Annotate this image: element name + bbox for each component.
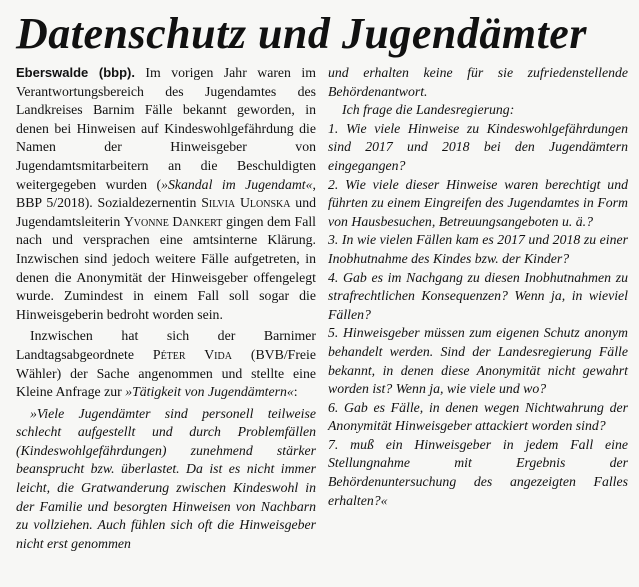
p1-text-b: , BBP 5/2018). Sozialdezernentin [16, 176, 316, 211]
person-dankert: Yvonne Dankert [123, 213, 223, 229]
question-6: 6. Gab es Fälle, in denen wegen Nichtwahrung der Anonymität Hinweisgeber attackiert worden sind? [328, 399, 628, 434]
paragraph-1 [16, 64, 316, 324]
column-right [328, 64, 628, 553]
question-3: 3. In wie vielen Fällen kam es 2017 und 2018 zu einer Inobhutnahme des Kindes bzw. der Kinder? [328, 232, 628, 266]
question-1: 1. Wie viele Hinweise zu Kindeswohlgefährdungen sind 2017 und 2018 bei den Jugendämtern eingegangen? [328, 120, 628, 173]
article-columns [16, 64, 629, 553]
questions-intro: Ich frage die Landesregierung: [342, 102, 515, 118]
headline: Datenschutz und Jugendämter [16, 9, 587, 58]
p2-text-c: : [293, 384, 298, 400]
quote-continuation: und erhalten keine für sie zufriedenstellende Behördenantwort. [328, 65, 628, 99]
p1-text-a: Im vorigen Jahr waren im Verantwortungsbereich des Jugendamtes des Landkreises Barnim Fälle bekannt geworden, in denen bei Hinweisen auf Kindeswohlgefährdung die Namen der Hinweisgeber von Jugendamtsmitarbeitern an die Beschuldigten weitergegeben wurden ( [16, 65, 316, 192]
question-4: 4. Gab es im Nachgang zu diesen Inobhutnahmen zu strafrechtlichen Konsequenzen? Wenn ja, in wieviel Fällen? [328, 269, 628, 322]
reference-skandal: »Skandal im Jugendamt« [161, 176, 313, 192]
reference-anfrage: »Tätigkeit von Jugendämtern« [125, 384, 294, 400]
column-left [16, 64, 316, 553]
person-ulonska: Silvia Ulonska [201, 195, 291, 211]
question-5: 5. Hinweisgeber müssen zum eigenen Schutz anonym behandelt werden. Sind der Landesregierung Fälle bekannt, in denen diese Anonymität nicht gewahrt worden ist? Wenn ja, wie viele und wo? [328, 325, 628, 397]
person-vida: Péter Vida [152, 346, 232, 362]
quote-intro: »Viele Jugendämter sind personell teilweise schlecht aufgestellt und durch Problemfällen (Kindeswohlgefährdungen) zunehmend stärker beansprucht bzw. überlastet. Da ist es nicht immer leicht, die Gratwanderung zwischen Kindeswohl in der Familie und besorgten Hinweisen von Nachbarn zu vollziehen. Auch fühlen sich oft die Hinweisgeber nicht erst genommen [16, 405, 316, 551]
dateline: Eberswalde (bbp). [16, 65, 135, 80]
paragraph-2 [16, 327, 316, 401]
p1-text-d: gingen dem Fall nach und versprachen eine amtsinterne Klärung. Inzwischen sind jedoch weitere Fälle aufgetreten, in denen die Anonymität der Hinweisgeber offengelegt wurde. Zumindest in einem Fall soll sogar die Hinweisgeberin bedroht worden sein. [16, 213, 316, 322]
p2-text-a: Inzwischen hat sich der Barnimer Landtagsabgeordnete [16, 328, 316, 362]
question-2: 2. Wie viele dieser Hinweise waren berechtigt und führten zu einem Eingreifen des Jugendamtes in Form von Hausbesuchen, Betreuungsangeboten u. ä.? [328, 176, 628, 229]
question-7: 7. muß ein Hinweisgeber in jedem Fall eine Stellungnahme mit Ergebnis der Behördenuntersuchung des angezeigten Falles erhalten?« [328, 436, 628, 508]
p2-text-b: (BVB/Freie Wähler) der Sache angenommen und stellte eine Kleine Anfrage zur [16, 346, 316, 400]
p1-text-c: und Jugendamtsleiterin [16, 195, 316, 229]
